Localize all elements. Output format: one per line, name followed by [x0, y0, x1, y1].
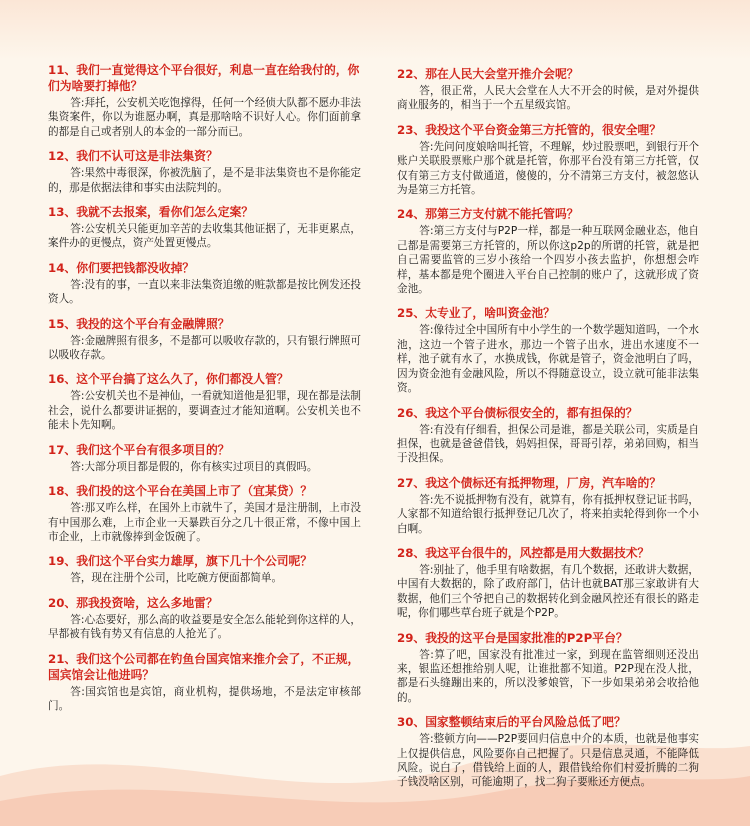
answer-26: 答:有没有仔细看，担保公司是谁，都是关联公司，实质是自担保，也就是爸爸借钱，妈妈担保，哥哥引荐，弟弟回购，相当于没担保。: [397, 423, 699, 465]
answer-23: 答:先问问度娘啥叫托管，不理解，炒过股票吧，到银行开个账户关联股票账户那个就是托管，你那平台没有第三方托管，仅仅有第三方支付做通道，傻傻的，分不清第三方支付，被忽悠认为是第三方托管。: [397, 140, 699, 197]
qa-item-29: [397, 630, 699, 706]
answer-15: 答:金融牌照有很多，不是都可以吸收存款的，只有银行牌照可以吸收存款。: [48, 334, 361, 362]
question-21: 21、我们这个公司都在钓鱼台国宾馆来推介会了，不正规，国宾馆会让他进吗？: [48, 651, 360, 682]
question-16: 16、这个平台搞了这么久了，你们都没人管？: [48, 372, 289, 387]
question-24: 24、那第三方支付就不能托管吗？: [397, 207, 579, 222]
qa-item-18: [48, 483, 361, 544]
question-12: 12、我们不认可这是非法集资？: [48, 149, 218, 164]
answer-27: 答:先不说抵押物有没有，就算有，你有抵押权登记证书吗，人家都不知道给银行抵押登记几次了，将来拍卖轮得到你一个小白啊。: [397, 493, 699, 535]
question-19: 19、我们这个平台实力雄厚，旗下几十个公司呢？: [48, 554, 313, 569]
qa-item-13: [48, 204, 361, 251]
qa-item-11: [48, 62, 361, 139]
question-23: 23、我投这个平台资金第三方托管的，很安全哩？: [397, 122, 662, 137]
qa-item-23: [397, 122, 699, 198]
answer-17: 答:大部分项目都是假的，你有核实过项目的真假吗。: [70, 460, 318, 473]
qa-item-12: [48, 148, 361, 195]
question-29: 29、我投的这平台是国家批准的P2P平台？: [397, 630, 628, 645]
qa-item-27: [397, 475, 699, 536]
answer-21: 答:国宾馆也是宾馆，商业机构，提供场地，不是法定审核部门。: [48, 685, 361, 712]
qa-item-16: [48, 371, 361, 432]
answer-24: 答:第三方支付与P2P一样，都是一种互联网金融业态，他自己都是需要第三方托管的，所以你这p2p的所谓的托管，就是把自己需要监管的三岁小孩给一个四岁小孩去监护，你想想会咋样，基本都是兜个圈进入平台自己控制的账户了，这就形成了资金池。: [397, 225, 699, 296]
question-27: 27、我这个债标还有抵押物理，厂房，汽车啥的？: [397, 475, 662, 490]
question-11: 11、我们一直觉得这个平台很好，利息一直在给我付的，你们为啥要打掉他？: [48, 63, 360, 93]
question-18: 18、我们投的这个平台在美国上市了（宜某贷）？: [48, 484, 313, 499]
qa-item-21: [48, 651, 361, 714]
question-28: 28、我这平台很牛的，风控都是用大数据技术？: [397, 545, 650, 560]
answer-30: 答:整顿方向——P2P要回归信息中介的本质，也就是他事实上仅提供信息，风险要你自己把握了。只是信息灵通，不能降低风险。说白了，借钱给上面的人，跟借钱给你们村爱折腾的二狗子钱没啥区别，可能逾期了，找二狗子要账还方便点。: [397, 733, 699, 789]
answer-20: 答:心态要好，那么高的收益要是安全怎么能轮到你这样的人，早都被有钱有势又有信息的人抢光了。: [48, 613, 361, 641]
question-14: 14、你们要把钱都没收掉？: [48, 260, 195, 275]
qa-item-20: [48, 595, 361, 642]
question-26: 26、我这个平台债标很安全的，都有担保的？: [397, 405, 638, 420]
answer-16: 答:公安机关也不是神仙，一看就知道他是犯罪，现在都是法制社会，说什么都要讲证据的，要调查过才能知道啊。公安机关也不能未卜先知啊。: [48, 390, 361, 432]
question-13: 13、我就不去报案，看你们怎么定案？: [48, 205, 254, 220]
question-25: 25、太专业了，啥叫资金池？: [397, 306, 555, 321]
qa-item-15: [48, 316, 361, 363]
answer-13: 答:公安机关只能更加辛苦的去收集其他证据了，无非更累点，案件办的更慢点，资产处置更慢点。: [48, 223, 361, 250]
qa-item-22: [397, 66, 699, 113]
answer-28: 答:别扯了，他手里有啥数据，有几个数据，还敢讲大数据，中国有大数据的，除了政府部门，估计也就BAT那三家敢讲有大数据，他们三个爷把自己的数据转化到金融风控还有很长的路走呢，你们哪些草台班子就是个P2P。: [397, 563, 699, 620]
answer-11: 答:拜托，公安机关吃饱撑得，任何一个经侦大队都不愿办非法集资案件，你以为谁愿办啊，真是那啥啥不识好人心。你们面前拿的都是自己或者别人的本金的一部分而已。: [48, 97, 361, 138]
answer-19: 答，现在注册个公司，比吃碗方便面都简单。: [70, 572, 283, 585]
qa-item-30: [397, 714, 699, 790]
qa-item-25: [397, 305, 699, 395]
question-15: 15、我投的这个平台有金融牌照？: [48, 316, 230, 331]
top-gradient-band: [0, 0, 750, 60]
answer-14: 答:没有的事，一直以来非法集资追缴的赃款都是按比例发还投资人。: [48, 278, 361, 306]
right-qa-column: [397, 66, 699, 799]
answer-12: 答:果然中毒很深，你被洗脑了，是不是非法集资也不是你能定的，那是依据法律和事实由法院判的。: [48, 167, 361, 194]
qa-item-17: [48, 442, 361, 474]
question-17: 17、我们这个平台有很多项目的？: [48, 442, 230, 457]
answer-25: 答:像待过全中国所有中小学生的一个数学题知道吗，一个水池，这边一个管子进水，那边一个管子出水，进出水速度不一样，池子就有水了，水换成钱，你就是管子，资金池明白了吗，因为资金池有金融风险，所以不得随意设立，设立就可能非法集资。: [397, 324, 699, 395]
left-qa-column: [48, 62, 361, 722]
answer-29: 答:算了吧，国家没有批准过一家，到现在监管细则还没出来，银监还想推给别人呢，让谁批都不知道。P2P现在没人批，都是石头缝蹦出来的，所以没爹娘管，下一步如果弟弟会收拾他的。: [397, 648, 699, 704]
question-20: 20、那我投资啥，这么多地雷？: [48, 595, 218, 610]
question-30: 30、国家整顿结束后的平台风险总低了吧？: [397, 715, 626, 730]
question-22: 22、那在人民大会堂开推介会呢？: [397, 67, 579, 81]
answer-22: 答，很正常，人民大会堂在人大不开会的时候，是对外提供商业服务的，相当于一个五星级宾馆。: [397, 85, 699, 112]
answer-18: 答:那又咋么样，在国外上市就牛了，美国才是注册制，上市没有中国那么难，上市企业一天暴跌百分之几十很正常，不像中国上市企业，上市就像捧到金饭碗了。: [48, 502, 361, 543]
qa-item-24: [397, 206, 699, 296]
qa-item-28: [397, 545, 699, 621]
qa-item-19: [48, 553, 361, 585]
qa-item-14: [48, 260, 361, 307]
qa-item-26: [397, 405, 699, 466]
